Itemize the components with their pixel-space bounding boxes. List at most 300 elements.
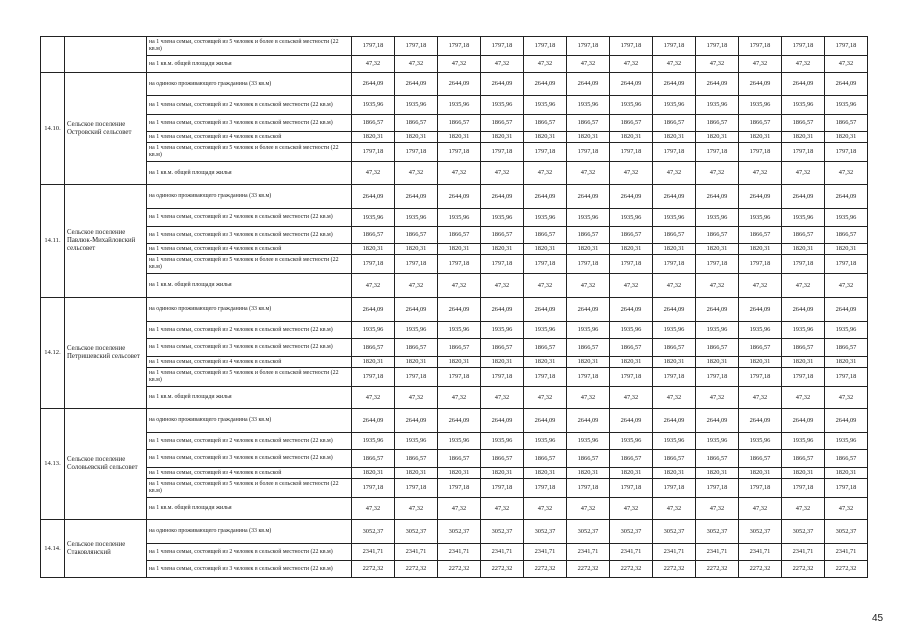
cost-value: 1797,18 <box>352 255 395 274</box>
cost-value: 1866,57 <box>438 339 481 357</box>
cost-value: 1797,18 <box>696 368 739 387</box>
norm-description: на 1 члена семьи, состоящей из 4 человек в сельской <box>147 357 352 368</box>
section-code: 14.12. <box>41 298 65 409</box>
cost-value: 1797,18 <box>739 37 782 56</box>
cost-value: 1935,96 <box>610 96 653 115</box>
norm-description: на 1 члена семьи, состоящей из 5 человек и более в сельской местности (22 кв.м) <box>147 368 352 387</box>
cost-value: 1935,96 <box>825 322 868 339</box>
cost-value: 2644,09 <box>782 73 825 96</box>
cost-value: 1866,57 <box>782 115 825 132</box>
settlement-name: Сельское поселение Петришевский сельсовет <box>65 298 147 409</box>
cost-value: 1820,31 <box>567 468 610 479</box>
cost-value: 1797,18 <box>438 37 481 56</box>
cost-value: 1820,31 <box>567 132 610 143</box>
cost-value: 1866,57 <box>825 339 868 357</box>
cost-value: 2644,09 <box>352 298 395 322</box>
cost-value: 1935,96 <box>438 209 481 227</box>
table-row <box>41 209 868 227</box>
cost-value: 47,32 <box>395 498 438 520</box>
norm-description: на 1 члена семьи, состоящей из 3 человек в сельской местности (22 кв.м) <box>147 115 352 132</box>
cost-value: 1820,31 <box>782 132 825 143</box>
cost-value: 1866,57 <box>696 115 739 132</box>
norm-description: на одиноко проживающего гражданина (33 кв.м) <box>147 520 352 544</box>
table-row <box>41 115 868 132</box>
cost-value: 2644,09 <box>395 298 438 322</box>
cost-value: 2272,32 <box>524 561 567 578</box>
cost-value: 47,32 <box>438 387 481 409</box>
cost-value: 2644,09 <box>395 185 438 209</box>
cost-value: 1935,96 <box>395 96 438 115</box>
cost-value: 2341,71 <box>481 544 524 561</box>
norm-description: на 1 члена семьи, состоящей из 5 человек и более в сельской местности (22 кв.м) <box>147 37 352 56</box>
cost-value: 47,32 <box>825 498 868 520</box>
cost-value: 47,32 <box>567 162 610 185</box>
cost-value: 2272,32 <box>653 561 696 578</box>
cost-value: 1935,96 <box>825 209 868 227</box>
cost-value: 1935,96 <box>696 433 739 450</box>
cost-value: 1820,31 <box>524 468 567 479</box>
table-row <box>41 244 868 255</box>
cost-value: 1797,18 <box>395 143 438 162</box>
cost-value: 47,32 <box>782 498 825 520</box>
cost-value: 1820,31 <box>653 132 696 143</box>
cost-value: 1797,18 <box>567 479 610 498</box>
cost-value: 3052,37 <box>739 520 782 544</box>
cost-value: 2272,32 <box>696 561 739 578</box>
cost-value: 1820,31 <box>696 132 739 143</box>
norm-description: на 1 члена семьи, состоящей из 4 человек в сельской <box>147 132 352 143</box>
section-code: 14.14. <box>41 520 65 578</box>
cost-value: 47,32 <box>696 387 739 409</box>
cost-value: 47,32 <box>481 387 524 409</box>
norm-description: на 1 члена семьи, состоящей из 2 человек в сельской местности (22 кв.м) <box>147 322 352 339</box>
table-row <box>41 37 868 56</box>
cost-value: 2341,71 <box>825 544 868 561</box>
cost-value: 1935,96 <box>739 209 782 227</box>
cost-value: 1797,18 <box>825 37 868 56</box>
cost-value: 1820,31 <box>438 132 481 143</box>
cost-value: 1797,18 <box>610 368 653 387</box>
cost-value: 1935,96 <box>395 433 438 450</box>
cost-value: 1935,96 <box>610 322 653 339</box>
cost-value: 1866,57 <box>395 339 438 357</box>
cost-value: 2272,32 <box>352 561 395 578</box>
cost-value: 3052,37 <box>567 520 610 544</box>
cost-value: 1797,18 <box>782 143 825 162</box>
cost-value: 2644,09 <box>352 409 395 433</box>
cost-value: 1866,57 <box>610 339 653 357</box>
norm-description: на 1 члена семьи, состоящей из 3 человек в сельской местности (22 кв.м) <box>147 339 352 357</box>
cost-value: 47,32 <box>610 274 653 298</box>
norm-description: на одиноко проживающего гражданина (33 кв.м) <box>147 409 352 433</box>
cost-value: 1797,18 <box>567 255 610 274</box>
cost-value: 1820,31 <box>438 357 481 368</box>
cost-value: 1797,18 <box>825 368 868 387</box>
cost-value: 1935,96 <box>696 209 739 227</box>
cost-value: 1820,31 <box>739 357 782 368</box>
cost-value: 1866,57 <box>739 227 782 244</box>
cost-value: 1866,57 <box>825 115 868 132</box>
cost-value: 3052,37 <box>653 520 696 544</box>
cost-value: 1797,18 <box>610 143 653 162</box>
cost-value: 1866,57 <box>524 115 567 132</box>
cost-value: 47,32 <box>739 387 782 409</box>
cost-value: 2272,32 <box>739 561 782 578</box>
cost-value: 1797,18 <box>352 479 395 498</box>
cost-value: 1797,18 <box>782 255 825 274</box>
cost-value: 1866,57 <box>782 227 825 244</box>
cost-value: 1797,18 <box>567 37 610 56</box>
cost-value: 1935,96 <box>610 209 653 227</box>
cost-value: 1866,57 <box>481 227 524 244</box>
cost-value: 2644,09 <box>610 73 653 96</box>
cost-value: 1820,31 <box>825 244 868 255</box>
cost-value: 1797,18 <box>610 255 653 274</box>
cost-value: 47,32 <box>825 56 868 73</box>
cost-value: 2644,09 <box>653 409 696 433</box>
cost-value: 1797,18 <box>825 143 868 162</box>
cost-value: 1935,96 <box>739 433 782 450</box>
norm-description: на 1 члена семьи, состоящей из 2 человек в сельской местности (22 кв.м) <box>147 209 352 227</box>
cost-value: 1935,96 <box>696 96 739 115</box>
cost-value: 1866,57 <box>352 450 395 468</box>
cost-value: 1797,18 <box>739 368 782 387</box>
table-row <box>41 387 868 409</box>
cost-value: 1866,57 <box>524 227 567 244</box>
table-row <box>41 544 868 561</box>
cost-value: 1797,18 <box>567 143 610 162</box>
cost-value: 1866,57 <box>653 227 696 244</box>
cost-value: 1866,57 <box>610 115 653 132</box>
cost-value: 1866,57 <box>739 339 782 357</box>
housing-cost-table <box>40 36 868 578</box>
cost-value: 2644,09 <box>653 73 696 96</box>
cost-value: 47,32 <box>524 162 567 185</box>
cost-value: 47,32 <box>739 274 782 298</box>
cost-value: 1797,18 <box>438 255 481 274</box>
cost-value: 1820,31 <box>481 132 524 143</box>
cost-value: 1820,31 <box>739 244 782 255</box>
table-row <box>41 73 868 96</box>
table-row <box>41 255 868 274</box>
cost-value: 47,32 <box>567 56 610 73</box>
cost-value: 47,32 <box>395 56 438 73</box>
table-row <box>41 561 868 578</box>
cost-value: 47,32 <box>825 387 868 409</box>
cost-value: 3052,37 <box>395 520 438 544</box>
cost-value: 1866,57 <box>352 339 395 357</box>
cost-value: 1797,18 <box>395 37 438 56</box>
cost-value: 47,32 <box>782 56 825 73</box>
cost-value: 1866,57 <box>739 450 782 468</box>
cost-value: 1866,57 <box>825 227 868 244</box>
cost-value: 47,32 <box>352 56 395 73</box>
table-row <box>41 409 868 433</box>
cost-value: 2644,09 <box>352 185 395 209</box>
cost-value: 2644,09 <box>567 409 610 433</box>
cost-value: 2644,09 <box>524 298 567 322</box>
cost-value: 1797,18 <box>481 479 524 498</box>
cost-value: 1866,57 <box>395 227 438 244</box>
norm-description: на 1 члена семьи, состоящей из 3 человек в сельской местности (22 кв.м) <box>147 450 352 468</box>
cost-value: 2272,32 <box>610 561 653 578</box>
cost-value: 2644,09 <box>696 409 739 433</box>
cost-value: 1935,96 <box>524 433 567 450</box>
table-row <box>41 298 868 322</box>
cost-value: 47,32 <box>438 56 481 73</box>
cost-value: 1820,31 <box>610 244 653 255</box>
cost-value: 1820,31 <box>567 357 610 368</box>
cost-value: 47,32 <box>610 387 653 409</box>
cost-value: 1935,96 <box>481 96 524 115</box>
cost-value: 1820,31 <box>352 468 395 479</box>
cost-value: 47,32 <box>653 387 696 409</box>
cost-value: 3052,37 <box>524 520 567 544</box>
cost-value: 1820,31 <box>352 357 395 368</box>
cost-value: 1797,18 <box>524 368 567 387</box>
cost-value: 2644,09 <box>696 73 739 96</box>
cost-value: 1866,57 <box>567 450 610 468</box>
table-row <box>41 227 868 244</box>
section-code: 14.13. <box>41 409 65 520</box>
cost-value: 1797,18 <box>481 255 524 274</box>
table-row <box>41 450 868 468</box>
cost-value: 47,32 <box>610 498 653 520</box>
cost-value: 47,32 <box>481 274 524 298</box>
cost-value: 2644,09 <box>825 73 868 96</box>
cost-value: 2341,71 <box>782 544 825 561</box>
cost-value: 1820,31 <box>782 244 825 255</box>
cost-value: 1820,31 <box>395 132 438 143</box>
cost-value: 1866,57 <box>481 450 524 468</box>
cost-value: 1797,18 <box>782 368 825 387</box>
cost-value: 3052,37 <box>481 520 524 544</box>
cost-value: 1820,31 <box>438 468 481 479</box>
cost-value: 47,32 <box>653 274 696 298</box>
cost-value: 2272,32 <box>782 561 825 578</box>
cost-value: 1866,57 <box>567 115 610 132</box>
cost-value: 1797,18 <box>653 479 696 498</box>
cost-value: 2644,09 <box>825 185 868 209</box>
cost-value: 47,32 <box>481 162 524 185</box>
cost-value: 47,32 <box>481 498 524 520</box>
table-row <box>41 479 868 498</box>
norm-description: на 1 кв.м. общей площади жилья <box>147 498 352 520</box>
norm-description: на одиноко проживающего гражданина (33 кв.м) <box>147 185 352 209</box>
cost-value: 1866,57 <box>696 227 739 244</box>
cost-value: 1820,31 <box>524 244 567 255</box>
cost-value: 47,32 <box>739 498 782 520</box>
cost-value: 1797,18 <box>395 368 438 387</box>
table-row <box>41 498 868 520</box>
norm-description: на 1 кв.м. общей площади жилья <box>147 274 352 298</box>
cost-value: 2644,09 <box>696 185 739 209</box>
cost-value: 2644,09 <box>696 298 739 322</box>
cost-value: 1866,57 <box>782 450 825 468</box>
cost-value: 1797,18 <box>653 37 696 56</box>
cost-value: 2644,09 <box>438 185 481 209</box>
cost-value: 1935,96 <box>524 322 567 339</box>
cost-value: 2644,09 <box>352 73 395 96</box>
cost-value: 1820,31 <box>696 357 739 368</box>
cost-value: 3052,37 <box>610 520 653 544</box>
cost-value: 1820,31 <box>696 468 739 479</box>
cost-value: 47,32 <box>395 162 438 185</box>
table-row <box>41 468 868 479</box>
table-row <box>41 56 868 73</box>
cost-value: 1935,96 <box>739 96 782 115</box>
cost-value: 1935,96 <box>782 209 825 227</box>
norm-description: на 1 члена семьи, состоящей из 3 человек в сельской местности (22 кв.м) <box>147 561 352 578</box>
cost-value: 47,32 <box>739 56 782 73</box>
cost-value: 1797,18 <box>395 479 438 498</box>
cost-value: 1797,18 <box>438 479 481 498</box>
cost-value: 2341,71 <box>567 544 610 561</box>
cost-value: 2341,71 <box>653 544 696 561</box>
cost-value: 2644,09 <box>567 73 610 96</box>
cost-value: 2272,32 <box>567 561 610 578</box>
cost-value: 47,32 <box>696 498 739 520</box>
cost-value: 1797,18 <box>481 37 524 56</box>
norm-description: на 1 члена семьи, состоящей из 4 человек в сельской <box>147 468 352 479</box>
cost-value: 47,32 <box>782 274 825 298</box>
cost-value: 47,32 <box>352 274 395 298</box>
cost-value: 2644,09 <box>567 298 610 322</box>
settlement-name: Сельское поселение Павлюк-Михайловский сельсовет <box>65 185 147 298</box>
cost-value: 47,32 <box>395 274 438 298</box>
cost-value: 1820,31 <box>481 468 524 479</box>
cost-value: 1820,31 <box>352 132 395 143</box>
cost-value: 1820,31 <box>481 357 524 368</box>
cost-value: 2272,32 <box>481 561 524 578</box>
cost-value: 3052,37 <box>438 520 481 544</box>
table-row <box>41 357 868 368</box>
cost-value: 47,32 <box>825 162 868 185</box>
cost-value: 1866,57 <box>653 450 696 468</box>
table-row <box>41 339 868 357</box>
cost-value: 1820,31 <box>653 468 696 479</box>
cost-value: 1820,31 <box>395 244 438 255</box>
cost-value: 2341,71 <box>610 544 653 561</box>
cost-value: 1820,31 <box>739 132 782 143</box>
cost-value: 1935,96 <box>438 96 481 115</box>
cost-value: 47,32 <box>567 498 610 520</box>
cost-value: 1935,96 <box>481 209 524 227</box>
cost-value: 1866,57 <box>438 115 481 132</box>
cost-value: 2644,09 <box>567 185 610 209</box>
cost-value: 1866,57 <box>352 115 395 132</box>
cost-value: 1820,31 <box>610 132 653 143</box>
cost-value: 1797,18 <box>481 143 524 162</box>
cost-value: 1797,18 <box>524 37 567 56</box>
cost-value: 1866,57 <box>524 339 567 357</box>
cost-value: 2644,09 <box>438 409 481 433</box>
settlement-name: Сельское поселение Островский сельсовет <box>65 73 147 185</box>
table-row <box>41 322 868 339</box>
cost-value: 2644,09 <box>395 73 438 96</box>
cost-value: 1797,18 <box>567 368 610 387</box>
cost-value: 1820,31 <box>696 244 739 255</box>
cost-value: 3052,37 <box>696 520 739 544</box>
cost-value: 1797,18 <box>739 479 782 498</box>
cost-value: 1935,96 <box>438 322 481 339</box>
cost-value: 1935,96 <box>567 96 610 115</box>
cost-value: 1935,96 <box>610 433 653 450</box>
table-row <box>41 520 868 544</box>
cost-value: 1935,96 <box>567 209 610 227</box>
page-number: 45 <box>872 613 884 624</box>
table-row <box>41 368 868 387</box>
norm-description: на одиноко проживающего гражданина (33 кв.м) <box>147 73 352 96</box>
cost-value: 1935,96 <box>524 209 567 227</box>
settlement-name <box>65 37 147 73</box>
cost-value: 1935,96 <box>653 322 696 339</box>
cost-value: 1797,18 <box>610 37 653 56</box>
section-code: 14.10. <box>41 73 65 185</box>
cost-value: 1935,96 <box>782 96 825 115</box>
section-code: 14.11. <box>41 185 65 298</box>
cost-value: 1797,18 <box>696 37 739 56</box>
cost-value: 47,32 <box>825 274 868 298</box>
cost-value: 1866,57 <box>653 339 696 357</box>
cost-value: 2644,09 <box>610 298 653 322</box>
cost-value: 47,32 <box>653 162 696 185</box>
cost-value: 1797,18 <box>352 37 395 56</box>
cost-value: 2644,09 <box>739 409 782 433</box>
cost-value: 1797,18 <box>825 479 868 498</box>
cost-value: 1820,31 <box>524 357 567 368</box>
norm-description: на одиноко проживающего гражданина (33 кв.м) <box>147 298 352 322</box>
cost-value: 47,32 <box>352 387 395 409</box>
table-row <box>41 132 868 143</box>
cost-value: 1866,57 <box>825 450 868 468</box>
cost-value: 2644,09 <box>739 73 782 96</box>
cost-value: 1820,31 <box>610 357 653 368</box>
cost-value: 47,32 <box>567 387 610 409</box>
cost-value: 1820,31 <box>653 357 696 368</box>
cost-value: 47,32 <box>524 274 567 298</box>
cost-value: 1935,96 <box>653 96 696 115</box>
cost-value: 1797,18 <box>739 143 782 162</box>
cost-value: 2644,09 <box>481 73 524 96</box>
cost-value: 1935,96 <box>739 322 782 339</box>
cost-value: 1797,18 <box>524 479 567 498</box>
cost-value: 1866,57 <box>481 339 524 357</box>
cost-value: 1935,96 <box>395 322 438 339</box>
cost-value: 1820,31 <box>782 357 825 368</box>
cost-value: 1797,18 <box>782 37 825 56</box>
cost-value: 1935,96 <box>782 322 825 339</box>
cost-value: 2644,09 <box>739 185 782 209</box>
cost-value: 1797,18 <box>395 255 438 274</box>
cost-value: 1935,96 <box>352 209 395 227</box>
cost-value: 2644,09 <box>782 409 825 433</box>
cost-value: 1797,18 <box>696 479 739 498</box>
cost-value: 1866,57 <box>696 450 739 468</box>
cost-value: 2341,71 <box>438 544 481 561</box>
cost-value: 1797,18 <box>653 143 696 162</box>
cost-value: 2272,32 <box>395 561 438 578</box>
cost-value: 1866,57 <box>782 339 825 357</box>
cost-value: 1820,31 <box>653 244 696 255</box>
cost-value: 1866,57 <box>739 115 782 132</box>
cost-value: 47,32 <box>395 387 438 409</box>
cost-value: 2341,71 <box>696 544 739 561</box>
table-row <box>41 433 868 450</box>
cost-value: 1820,31 <box>567 244 610 255</box>
cost-value: 1820,31 <box>610 468 653 479</box>
norm-description: на 1 члена семьи, состоящей из 3 человек в сельской местности (22 кв.м) <box>147 227 352 244</box>
